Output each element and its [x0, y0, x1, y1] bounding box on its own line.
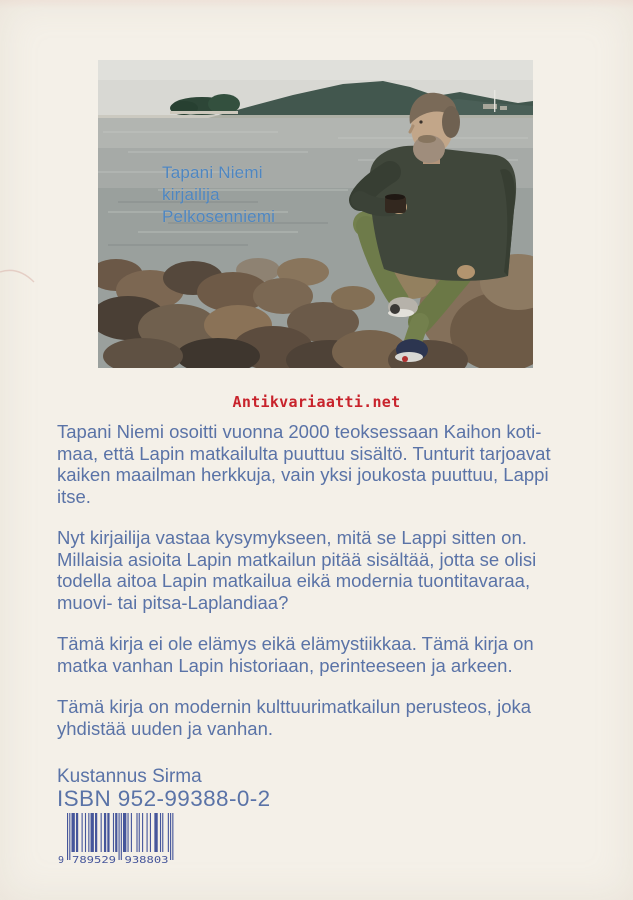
barcode-bar — [154, 813, 157, 852]
photo-caption-line: Pelkosenniemi — [162, 207, 276, 226]
barcode-bar — [139, 813, 140, 852]
barcode-bar — [131, 813, 132, 852]
barcode-digits: 938803 — [124, 855, 169, 866]
body-text-line: muovi- tai pitsa-Laplandiaa? — [57, 591, 289, 613]
barcode-digits: 9 — [57, 855, 65, 866]
barcode-bar — [123, 813, 126, 852]
barcode-bar — [71, 813, 74, 852]
body-text-line: todella aitoa Lapin matkailua eikä modernia tuontitavaraa, — [57, 570, 531, 591]
barcode-bar — [76, 813, 78, 852]
body-text-line: maa, että Lapin matkailulta puuttuu sisältö. Tunturit tarjoavat — [57, 442, 551, 464]
publisher-name: Kustannus Sirma — [57, 766, 202, 787]
barcode-bar — [113, 813, 114, 852]
barcode-bar — [150, 813, 151, 852]
barcode-bar — [160, 813, 161, 852]
photo-caption — [162, 162, 275, 228]
flagpole — [494, 90, 495, 112]
barcode-bar — [170, 813, 171, 860]
barcode-bar — [82, 813, 83, 852]
barcode-bar — [168, 813, 169, 852]
body-text-line: itse. — [57, 485, 91, 507]
isbn-line: ISBN 952-99388-0-2 — [57, 786, 271, 811]
barcode-bar — [121, 813, 122, 860]
barcode-bar — [88, 813, 89, 852]
photo-caption-line: kirjailija — [162, 185, 220, 204]
barcode-bar — [91, 813, 94, 852]
body-paragraph — [57, 421, 602, 507]
body-paragraph — [57, 633, 602, 676]
barcode-bar — [101, 813, 102, 852]
author-photo — [98, 60, 533, 368]
barcode-bar — [115, 813, 117, 852]
barcode-bar — [142, 813, 143, 852]
barcode-bar — [127, 813, 128, 852]
body-paragraph — [57, 696, 602, 739]
scan-artifact — [0, 258, 42, 294]
barcode-bar — [147, 813, 148, 852]
barcode-bar — [104, 813, 106, 852]
barcode-bar — [162, 813, 163, 852]
barcode-bar — [95, 813, 97, 852]
barcode-bar — [69, 813, 70, 860]
body-text-line: Millaisia asioita Lapin matkailun pitää sisältää, jotta se olisi — [57, 548, 537, 570]
watermark: Antikvariaatti.net — [232, 393, 401, 411]
barcode-digits: 789529 — [72, 855, 116, 866]
body-text-line: Tämä kirja ei ole elämys eikä elämystiikkaa. Tämä kirja on — [57, 633, 534, 654]
body-text-line: yhdistää uuden ja vanhan. — [57, 717, 274, 739]
body-paragraph — [57, 527, 602, 613]
barcode-bar — [136, 813, 137, 852]
body-text-line: matka vanhan Lapin historiaan, perinteeseen ja arkeen. — [57, 654, 513, 676]
body-text-line: Nyt kirjailija vastaa kysymykseen, mitä se Lappi sitten on. — [57, 527, 527, 548]
photo-caption-line: Tapani Niemi — [162, 163, 263, 182]
body-paragraphs — [57, 421, 602, 759]
body-text-line: Tämä kirja on modernin kulttuurimatkailun perusteos, joka — [57, 696, 532, 717]
body-text-line: kaiken maailman herkkuja, vain yksi joukosta puuttuu, Lappi — [57, 464, 549, 485]
barcode-bar — [172, 813, 173, 860]
barcode-bar — [119, 813, 120, 860]
barcode-bar — [107, 813, 109, 852]
barcode-bar — [85, 813, 86, 852]
ean13-barcode — [56, 812, 178, 867]
barcode-bar — [67, 813, 68, 860]
body-text-line: Tapani Niemi osoitti vuonna 2000 teoksessaan Kaihon koti- — [57, 421, 542, 442]
